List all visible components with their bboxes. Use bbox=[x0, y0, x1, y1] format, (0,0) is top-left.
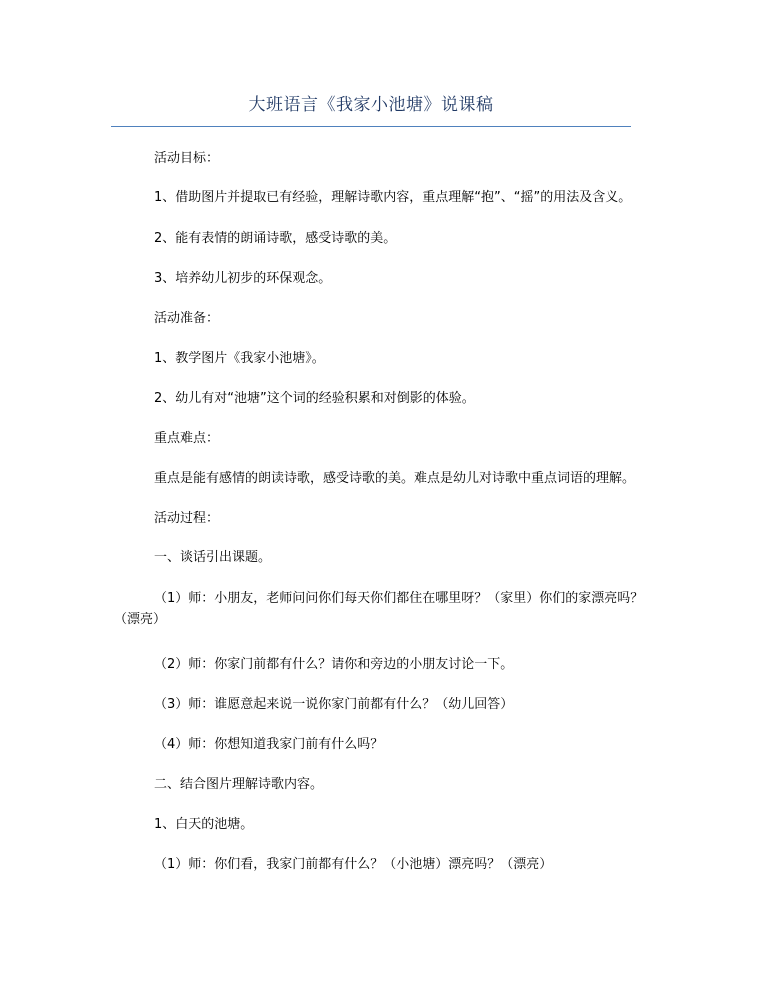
section-heading-key-points: 重点难点： bbox=[154, 431, 220, 446]
process-step-1-q2: （2）师：你家门前都有什么？请你和旁边的小朋友讨论一下。 bbox=[154, 657, 514, 672]
process-step-2-heading: 二、结合图片理解诗歌内容。 bbox=[154, 777, 324, 792]
goal-item-2: 2、能有表情的朗诵诗歌，感受诗歌的美。 bbox=[154, 231, 397, 246]
goal-item-1: 1、借助图片并提取已有经验，理解诗歌内容，重点理解“抱”、“摇”的用法及含义。 bbox=[154, 190, 632, 205]
process-step-1-heading: 一、谈话引出课题。 bbox=[154, 550, 272, 565]
goal-item-3: 3、培养幼儿初步的环保观念。 bbox=[154, 271, 332, 286]
process-step-1-q1: （1）师：小朋友，老师问问你们每天你们都住在哪里呀？（家里）你们的家漂亮吗？（漂亮） bbox=[114, 591, 644, 627]
preparation-item-1: 1、教学图片《我家小池塘》。 bbox=[154, 351, 325, 366]
process-step-1-q3: （3）师：谁愿意起来说一说你家门前都有什么？（幼儿回答） bbox=[154, 697, 514, 712]
process-step-1-q4: （4）师：你想知道我家门前有什么吗？ bbox=[154, 737, 384, 752]
process-step-2-sub-1: 1、白天的池塘。 bbox=[154, 817, 254, 832]
process-step-2-sub-1-q1: （1）师：你们看，我家门前都有什么？（小池塘）漂亮吗？（漂亮） bbox=[154, 857, 553, 872]
document-title: 大班语言《我家小池塘》说课稿 bbox=[248, 95, 494, 115]
section-heading-preparation: 活动准备： bbox=[154, 311, 220, 326]
title-underline bbox=[111, 126, 631, 127]
key-points-text: 重点是能有感情的朗读诗歌，感受诗歌的美。难点是幼儿对诗歌中重点词语的理解。 bbox=[154, 471, 636, 486]
section-heading-goals: 活动目标： bbox=[154, 151, 220, 166]
section-heading-process: 活动过程： bbox=[154, 511, 220, 526]
preparation-item-2: 2、幼儿有对“池塘”这个词的经验积累和对倒影的体验。 bbox=[154, 391, 475, 406]
